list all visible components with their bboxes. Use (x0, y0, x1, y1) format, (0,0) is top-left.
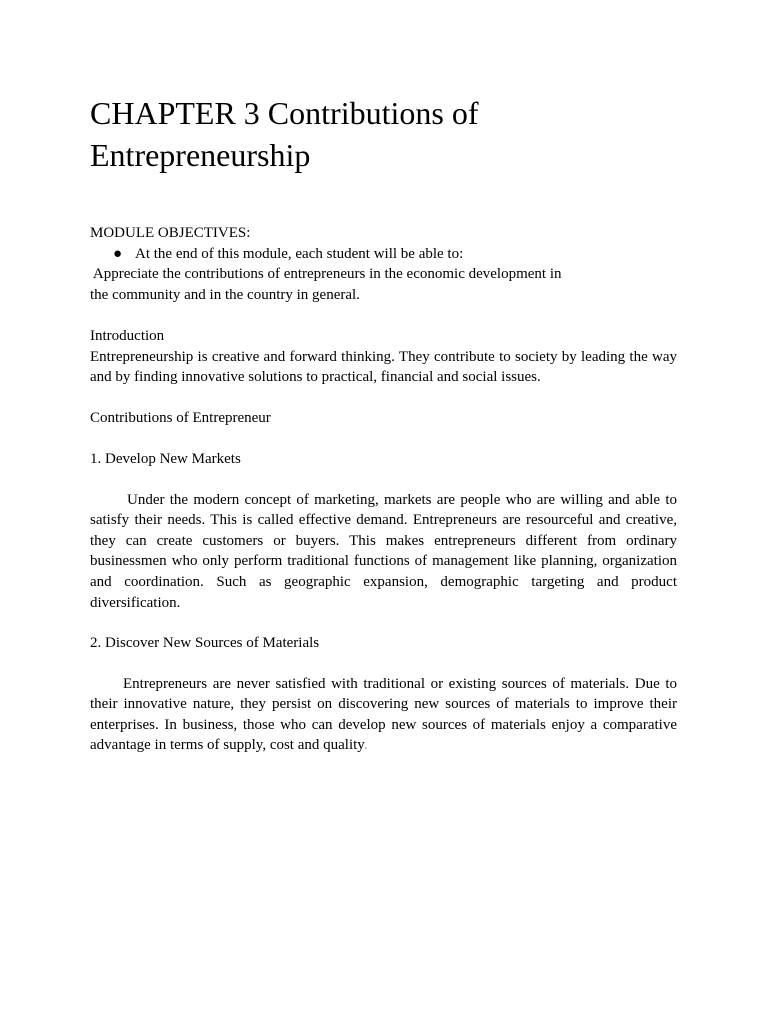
section-heading-develop-new-markets: 1. Develop New Markets (90, 450, 241, 467)
section-paragraph-discover-new-sources (90, 674, 677, 756)
bullet-icon: ● (113, 245, 123, 262)
chapter-title (90, 92, 677, 176)
section-paragraph-discover-text: Entrepreneurs are never satisfied with traditional or existing sources of materials. Due to their innovative nature, they persist on discovering new sources of materials to improve their enterprises. In business, those who can develop new sources of materials enjoy a comparative advantage in terms of supply, cost and quality (90, 675, 677, 754)
contributions-heading: Contributions of Entrepreneur (90, 410, 271, 427)
module-objectives-heading: MODULE OBJECTIVES: (90, 225, 251, 241)
introduction-paragraph: Entrepreneurship is creative and forward thinking. They contribute to society by leading the way and by finding innovative solutions to practical, financial and social issues. (90, 348, 677, 386)
objective-statement (90, 264, 677, 305)
section-paragraph-end-mark: . (363, 737, 368, 754)
objectives-bullet-text: At the end of this module, each student will be able to: (135, 245, 464, 262)
page-content (90, 92, 677, 756)
chapter-title-line-2: Entrepreneurship (90, 137, 311, 173)
objectives-bullet-item (90, 244, 677, 265)
section-paragraph-develop-new-markets: Under the modern concept of marketing, markets are people who are willing and able to satisfy their needs. This is called effective demand. Entrepreneurs are resourceful and creative, they can create customers or buyers. This makes entrepreneurs different from ordinary businessmen who only perform traditional functions of management like planning, organization and coordination. Such as geographic expansion, demographic targeting and product diversification. (90, 491, 677, 611)
objective-line-2: the community and in the country in general. (90, 286, 360, 303)
chapter-title-line-1: CHAPTER 3 Contributions of (90, 95, 479, 131)
introduction-heading: Introduction (90, 327, 165, 344)
section-heading-discover-new-sources: 2. Discover New Sources of Materials (90, 635, 320, 652)
objective-line-1: Appreciate the contributions of entrepreneurs in the economic development in (90, 266, 562, 283)
